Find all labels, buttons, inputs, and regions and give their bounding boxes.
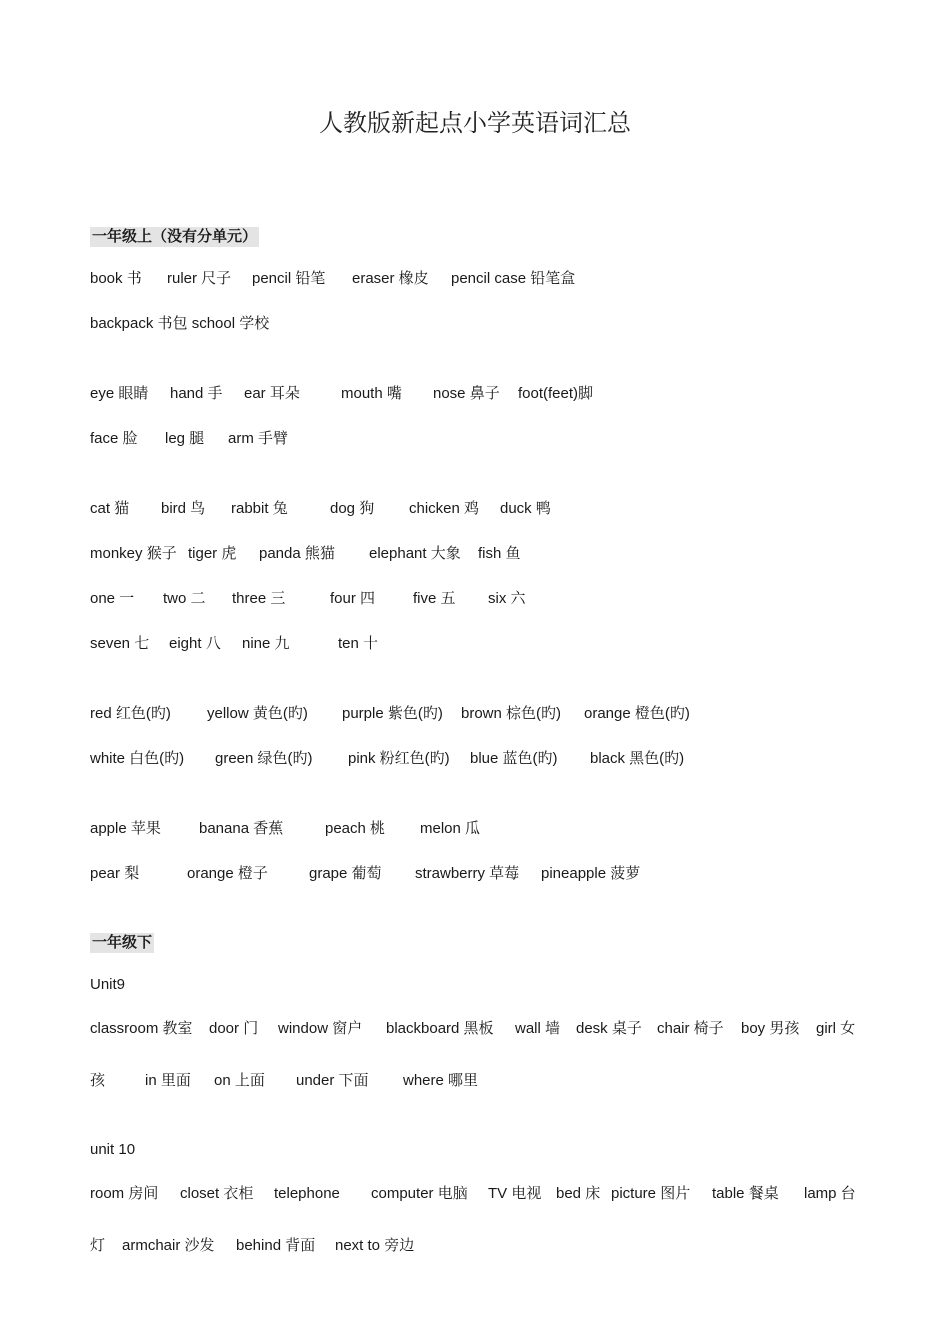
unit-label: unit 10: [90, 1141, 136, 1158]
section-heading-grade1-up: 一年级上（没有分单元）: [92, 228, 258, 245]
vocab-word: peach 桃: [325, 820, 386, 837]
vocab-word: bed 床: [556, 1185, 601, 1202]
vocab-word: chair 椅子: [657, 1020, 724, 1037]
vocab-word: leg 腿: [165, 430, 205, 447]
vocab-word: rabbit 兔: [231, 500, 288, 517]
vocab-word: pear 梨: [90, 865, 140, 882]
vocab-word: blackboard 黑板: [386, 1020, 494, 1037]
vocab-word: eye 眼睛: [90, 385, 149, 402]
vocab-word: on 上面: [214, 1072, 265, 1089]
vocab-word: ten 十: [338, 635, 379, 652]
vocab-word: purple 紫色(旳): [342, 705, 443, 722]
vocab-word: tiger 虎: [188, 545, 237, 562]
vocab-word: cat 猫: [90, 500, 130, 517]
vocab-word: one 一: [90, 590, 135, 607]
vocab-word: ear 耳朵: [244, 385, 300, 402]
unit-label: Unit9: [90, 976, 126, 993]
vocab-word: pencil case 铅笔盒: [451, 270, 576, 287]
vocab-word: elephant 大象: [369, 545, 461, 562]
vocab-word: behind 背面: [236, 1237, 316, 1254]
vocab-word: room 房间: [90, 1185, 159, 1202]
vocab-word: nine 九: [242, 635, 290, 652]
vocab-word: under 下面: [296, 1072, 369, 1089]
vocab-word: bird 鸟: [161, 500, 206, 517]
vocab-word: 孩: [90, 1072, 106, 1089]
vocab-word: eraser 橡皮: [352, 270, 429, 287]
vocab-word: yellow 黄色(旳): [207, 705, 308, 722]
vocab-word: wall 墙: [515, 1020, 561, 1037]
vocab-word: pink 粉红色(旳): [348, 750, 450, 767]
vocab-word: green 绿色(旳): [215, 750, 313, 767]
vocab-word: two 二: [163, 590, 206, 607]
vocab-word: pencil 铅笔: [252, 270, 326, 287]
vocab-word: in 里面: [145, 1072, 191, 1089]
vocab-word: 灯: [90, 1237, 106, 1254]
vocab-word: apple 苹果: [90, 820, 161, 837]
vocab-word: next to 旁边: [335, 1237, 415, 1254]
vocab-word: where 哪里: [403, 1072, 479, 1089]
vocab-word: face 脸: [90, 430, 138, 447]
vocab-word: seven 七: [90, 635, 150, 652]
vocab-word: computer 电脑: [371, 1185, 468, 1202]
vocab-word: mouth 嘴: [341, 385, 402, 402]
vocab-word: duck 鸭: [500, 500, 551, 517]
vocab-word: orange 橙色(旳): [584, 705, 690, 722]
vocab-word: banana 香蕉: [199, 820, 284, 837]
section-heading-grade1-down: 一年级下: [92, 934, 153, 951]
vocab-word: hand 手: [170, 385, 223, 402]
vocab-word: closet 衣柜: [180, 1185, 254, 1202]
vocab-word: blue 蓝色(旳): [470, 750, 558, 767]
vocab-word: fish 鱼: [478, 545, 521, 562]
vocab-word: ruler 尺子: [167, 270, 232, 287]
vocab-word: black 黑色(旳): [590, 750, 685, 767]
vocab-word: four 四: [330, 590, 376, 607]
vocab-word: brown 棕色(旳): [461, 705, 562, 722]
vocab-word: dog 狗: [330, 500, 375, 517]
vocab-word: strawberry 草莓: [415, 865, 520, 882]
vocab-word: foot(feet)脚: [518, 385, 594, 402]
vocab-word: door 门: [209, 1020, 259, 1037]
vocab-word: monkey 猴子: [90, 545, 177, 562]
vocab-word: orange 橙子: [187, 865, 268, 882]
vocab-word: chicken 鸡: [409, 500, 480, 517]
vocab-word: grape 葡萄: [309, 865, 382, 882]
vocab-word: desk 桌子: [576, 1020, 642, 1037]
vocab-word: five 五: [413, 590, 456, 607]
vocab-word: pineapple 菠萝: [541, 865, 641, 882]
vocab-word: panda 熊猫: [259, 545, 335, 562]
vocab-word: red 红色(旳): [90, 705, 171, 722]
vocab-word: table 餐桌: [712, 1185, 779, 1202]
vocab-word: book 书: [90, 270, 142, 287]
vocab-word: six 六: [488, 590, 526, 607]
vocab-word: telephone: [274, 1185, 340, 1202]
vocab-word: picture 图片: [611, 1185, 691, 1202]
vocab-word: arm 手臂: [228, 430, 289, 447]
vocab-word: girl 女: [816, 1020, 856, 1037]
vocab-word: eight 八: [169, 635, 221, 652]
vocab-word: backpack 书包 school 学校: [90, 315, 270, 332]
vocab-word: boy 男孩: [741, 1020, 800, 1037]
document-title: 人教版新起点小学英语词汇总: [319, 109, 631, 137]
vocab-word: nose 鼻子: [433, 385, 500, 402]
vocab-word: three 三: [232, 590, 286, 607]
vocab-word: armchair 沙发: [122, 1237, 215, 1254]
vocab-word: window 窗户: [278, 1020, 363, 1037]
vocab-word: TV 电视: [488, 1185, 542, 1202]
vocab-word: white 白色(旳): [90, 750, 185, 767]
vocab-word: lamp 台: [804, 1185, 856, 1202]
vocab-word: classroom 教室: [90, 1020, 193, 1037]
vocab-word: melon 瓜: [420, 820, 481, 837]
